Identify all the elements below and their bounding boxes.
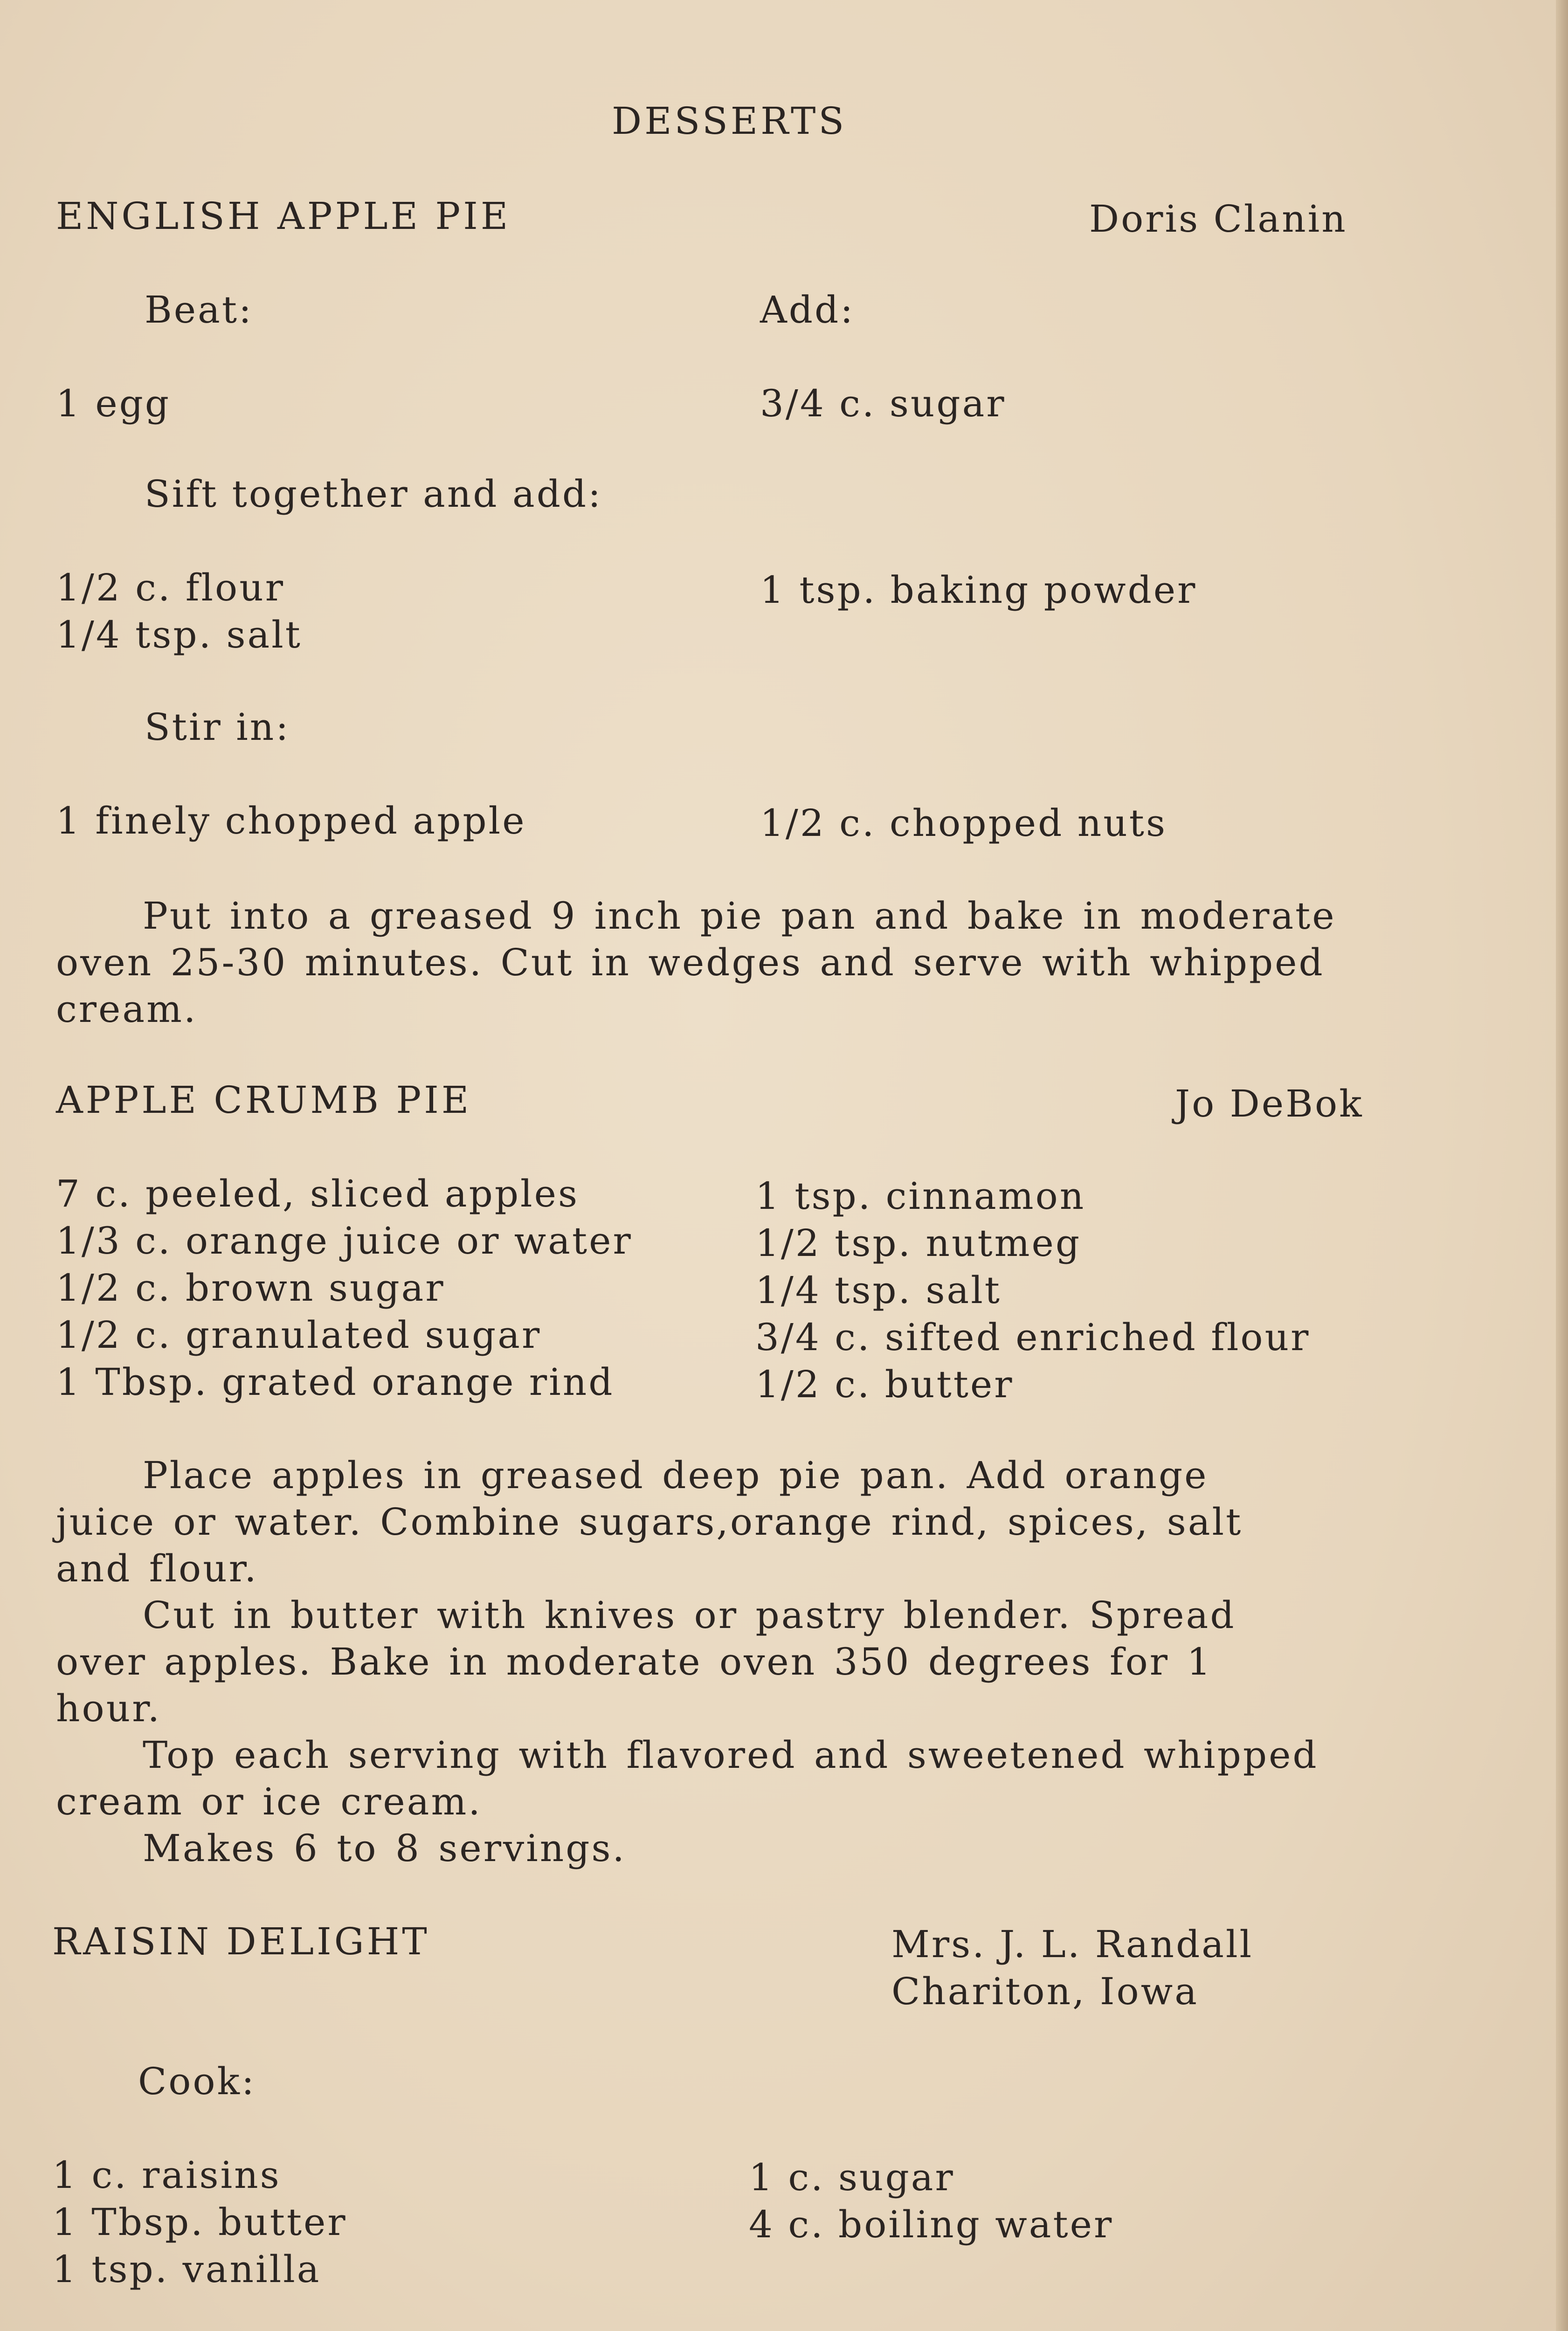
recipe-author-doris-clanin: Doris Clanin (1089, 197, 1347, 241)
recipe-title-english-apple-pie: ENGLISH APPLE PIE (56, 194, 511, 238)
ingredient-list-left-raisin (52, 2152, 347, 2293)
ingredient-item: 1/2 tsp. nutmeg (755, 1221, 1082, 1265)
ingredient-item: 3/4 c. sifted enriched flour (755, 1316, 1311, 1359)
ingredient-list-right-1 (760, 380, 1006, 427)
ingredient-item: 1/3 c. orange juice or water (56, 1219, 633, 1262)
ingredient-item: 1 finely chopped apple (56, 799, 526, 842)
ingredient-item: 1/2 c. granulated sugar (56, 1313, 542, 1357)
recipe-title-apple-crumb-pie: APPLE CRUMB PIE (56, 1078, 472, 1122)
recipe-author-location: Chariton, Iowa (891, 1970, 1199, 2013)
directions-line: Top each serving with flavored and sweetened whipped (143, 1733, 1319, 1777)
servings-apple-crumb-pie (56, 1825, 1469, 1872)
ingredient-list-right-2 (760, 566, 1197, 614)
ingredient-list-right-3 (760, 800, 1167, 847)
ingredient-list-right-crumb (755, 1172, 1310, 1408)
ingredient-list-left-2 (56, 564, 302, 658)
directions-apple-crumb-pie-1 (56, 1452, 1469, 1592)
ingredient-item: 1 egg (56, 382, 171, 425)
section-title: DESSERTS (612, 99, 847, 143)
ingredient-item: 1 tsp. vanilla (52, 2248, 321, 2291)
ingredient-item: 1/2 c. butter (755, 1363, 1014, 1406)
step-label-beat: Beat: (145, 288, 253, 331)
directions-apple-crumb-pie-3 (56, 1732, 1469, 1825)
ingredient-item: 1 Tbsp. grated orange rind (56, 1360, 615, 1404)
directions-line: Place apples in greased deep pie pan. Add orange (143, 1454, 1209, 1497)
ingredient-item: 1 tsp. baking powder (760, 568, 1197, 612)
step-label-cook: Cook: (138, 2060, 256, 2103)
servings-line: Makes 6 to 8 servings. (143, 1827, 626, 1870)
page-edge (1556, 0, 1568, 2331)
directions-line: Put into a greased 9 inch pie pan and bake in moderate (143, 894, 1336, 938)
recipe-author-block-randall (891, 1921, 1253, 2015)
recipe-author-randall: Mrs. J. L. Randall (891, 1923, 1254, 1966)
directions-line: juice or water. Combine sugars,orange rind, spices, salt (56, 1500, 1243, 1544)
directions-line: cream or ice cream. (56, 1780, 482, 1823)
directions-line: cream. (56, 987, 198, 1031)
ingredient-item: 1/4 tsp. salt (755, 1269, 1002, 1312)
ingredient-item: 1/2 c. chopped nuts (760, 801, 1167, 845)
ingredient-item: 1 Tbsp. butter (52, 2200, 347, 2244)
ingredient-item: 1/2 c. brown sugar (56, 1266, 445, 1310)
ingredient-item: 7 c. peeled, sliced apples (56, 1172, 580, 1215)
directions-apple-crumb-pie-2 (56, 1592, 1469, 1732)
ingredient-item: 1/4 tsp. salt (56, 613, 302, 656)
step-label-add: Add: (760, 288, 855, 331)
directions-english-apple-pie (56, 893, 1469, 1033)
ingredient-item: 1 c. sugar (749, 2156, 955, 2199)
directions-line: hour. (56, 1687, 162, 1730)
ingredient-item: 1/2 c. flour (56, 566, 285, 609)
ingredient-item: 1 c. raisins (52, 2153, 281, 2197)
ingredient-item: 1 tsp. cinnamon (755, 1174, 1086, 1218)
directions-line: over apples. Bake in moderate oven 350 degrees for 1 (56, 1640, 1213, 1683)
ingredient-item: 3/4 c. sugar (760, 382, 1006, 425)
ingredient-list-left-3 (56, 797, 526, 844)
recipe-author-jo-debok: Jo DeBok (1175, 1082, 1364, 1125)
directions-line: Cut in butter with knives or pastry blender. Spread (143, 1593, 1236, 1637)
ingredient-list-right-raisin (749, 2154, 1113, 2248)
ingredient-list-left-crumb (56, 1170, 633, 1406)
recipe-title-raisin-delight: RAISIN DELIGHT (52, 1920, 430, 1963)
directions-line: and flour. (56, 1547, 258, 1590)
step-label-sift: Sift together and add: (145, 472, 603, 516)
ingredient-list-left-1 (56, 380, 171, 427)
directions-line: oven 25-30 minutes. Cut in wedges and serve with whipped (56, 941, 1325, 984)
step-label-stir-in: Stir in: (145, 705, 290, 749)
ingredient-item: 4 c. boiling water (749, 2203, 1114, 2246)
